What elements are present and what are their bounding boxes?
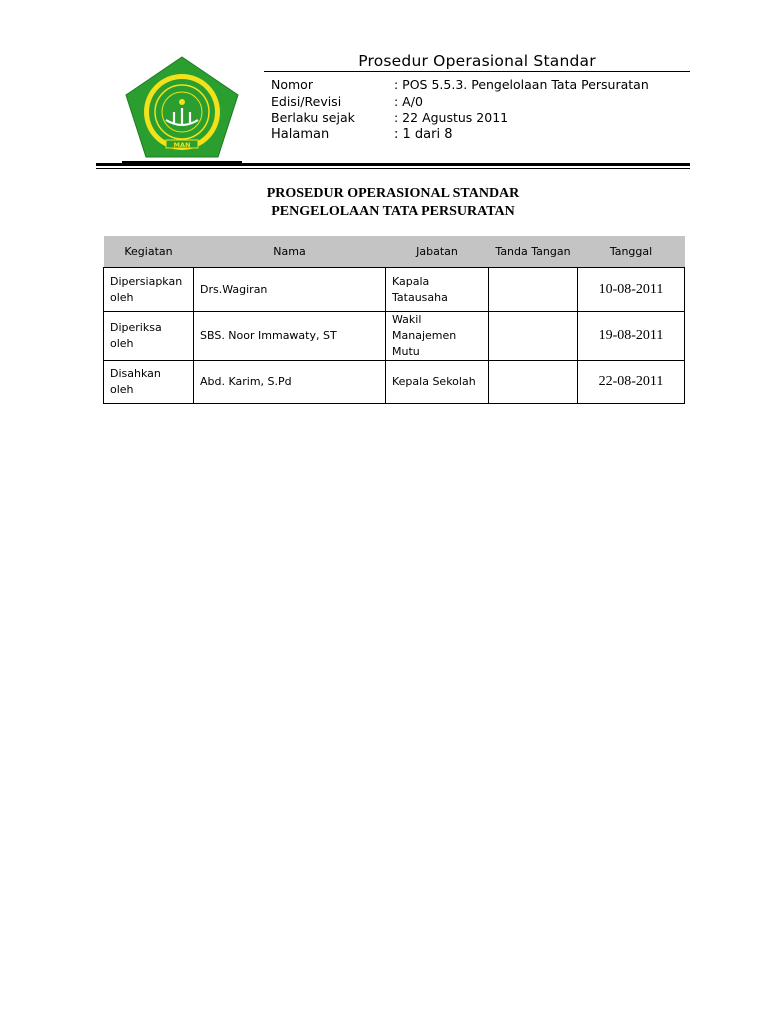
cell-tanda-tangan [489,268,578,312]
cell-nama: SBS. Noor Immawaty, ST [194,312,386,361]
meta-label: Nomor [271,77,313,92]
document-title [96,185,690,221]
cell-tanda-tangan [489,361,578,404]
table-row [104,268,685,312]
table-row [104,312,685,361]
header-divider-thin [96,168,690,169]
meta-value: : 22 Agustus 2011 [394,110,509,125]
madrasah-logo-icon [122,54,242,160]
header-title-rule [264,71,690,72]
column-header-tanggal: Tanggal [578,236,685,268]
column-header-jabatan: Jabatan [386,236,489,268]
cell-nama: Abd. Karim, S.Pd [194,361,386,404]
logo-text: MAN [173,141,191,149]
cell-jabatan: Kapala Tatausaha [386,268,489,312]
header-divider-thick [96,163,690,166]
meta-label: Edisi/Revisi [271,93,342,109]
column-header-tanda-tangan: Tanda Tangan [489,236,578,268]
document-title-line2: PENGELOLAAN TATA PERSURATAN [271,204,515,219]
meta-value: : POS 5.5.3. Pengelolaan Tata Persuratan [394,77,649,92]
cell-kegiatan: Disahkan oleh [104,361,194,404]
approval-table [103,236,685,404]
meta-value: : A/0 [394,93,423,109]
table-row [104,361,685,404]
cell-tanggal: 19-08-2011 [578,312,685,361]
cell-tanggal: 10-08-2011 [578,268,685,312]
meta-label: Halaman [271,126,330,142]
meta-value: : 1 dari 8 [394,126,453,142]
cell-kegiatan: Diperiksa oleh [104,312,194,361]
cell-tanda-tangan [489,312,578,361]
column-header-kegiatan: Kegiatan [104,236,194,268]
table-header-row [104,236,685,268]
cell-tanggal: 22-08-2011 [578,361,685,404]
cell-jabatan: Wakil Manajemen Mutu [386,312,489,361]
cell-jabatan: Kepala Sekolah [386,361,489,404]
header-title: Prosedur Operasional Standar [358,52,596,70]
meta-label: Berlaku sejak [271,110,355,125]
cell-nama: Drs.Wagiran [194,268,386,312]
document-title-line1: PROSEDUR OPERASIONAL STANDAR [266,186,520,201]
cell-kegiatan: Dipersiapkan oleh [104,268,194,312]
column-header-nama: Nama [194,236,386,268]
